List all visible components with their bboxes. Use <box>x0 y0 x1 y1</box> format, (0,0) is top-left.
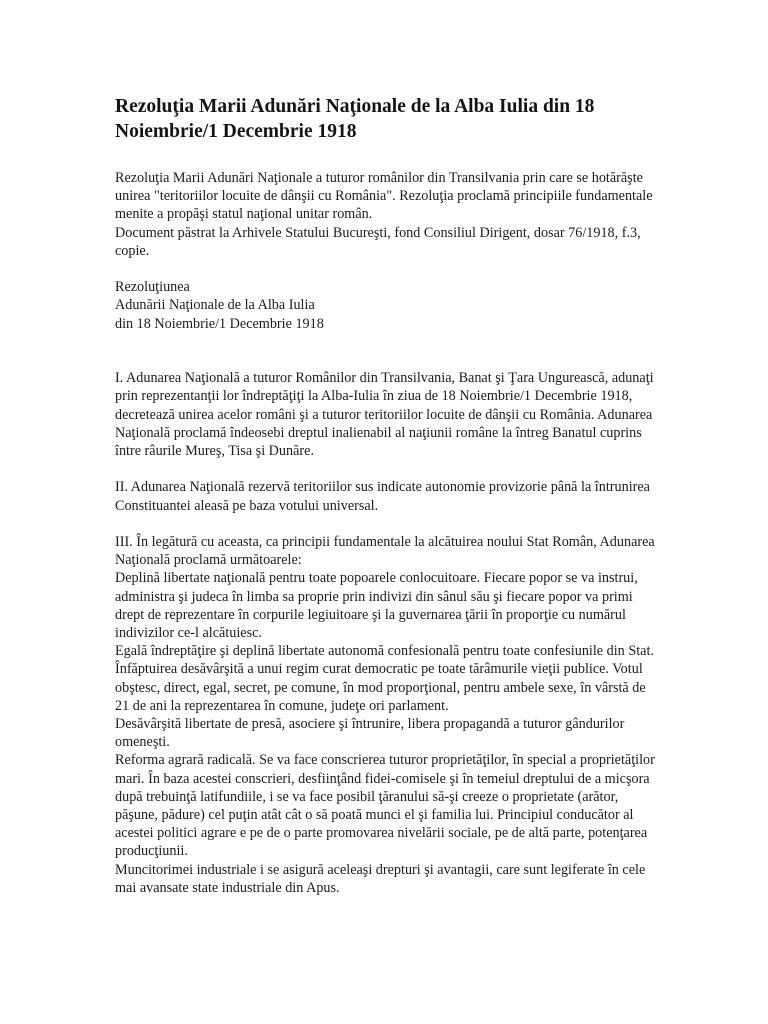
principle-item: Înfăptuirea desăvârşită a unui regim curat democratic pe toate tărâmurile vieţii publice. Votul obştesc, direct, egal, secret, pe comune, în mod proporţional, pentru ambele sexe, în vârstă de 21 de ani la reprezentarea în comune, judeţe ori parlament. <box>115 661 646 714</box>
section-3-intro: III. În legătură cu aceasta, ca principii fundamentale la alcătuirea noului Stat Român, Adunarea Naţională proclamă următoarele: <box>115 534 655 569</box>
heading-line: Adunării Naţionale de la Alba Iulia <box>115 297 315 314</box>
principle-item: Reforma agrară radicală. Se va face conscrierea tuturor proprietăţilor, în special a proprietăţilor mari. În baza acestei conscrieri, desfiinţând fidei-comisele şi în temeiul dreptului de a micşora după trebuinţă latifundiile, i se va face posibil ţăranului să-şi creeze o proprietate (arător, păşune, pădure) cel puţin atât cât o să poată munci el şi familia lui. Principiul conducător al acestei politici agrare e pe de o parte promovarea nivelării sociale, pe de altă parte, potenţarea producţiunii. <box>115 752 655 860</box>
document-title: Rezoluţia Marii Adunări Naţionale de la Alba Iulia din 18 Noiembrie/1 Decembrie 1918 <box>115 96 595 142</box>
section-3 <box>115 533 660 897</box>
section-1: I. Adunarea Naţională a tuturor Românilor din Transilvania, Banat şi Ţara Ungurească, adunaţi prin reprezentanţii lor îndreptăţiţi la Alba-Iulia în ziua de 18 Noiembrie/1 Decembrie 1918, decretează unirea acelor români şi a tuturor teritoriilor locuite de dânşii cu România. Adunarea Naţională proclamă îndeosebi dreptul inalienabil al naţiunii române la întreg Banatul cuprins între râurile Mureş, Tisa şi Dunăre. <box>115 370 654 460</box>
section-2: II. Adunarea Naţională rezervă teritoriilor sus indicate autonomie provizorie până la întrunirea Constituantei aleasă pe baza votului universal. <box>115 479 650 514</box>
intro-text: Rezoluţia Marii Adunări Naţionale a tuturor românilor din Transilvania prin care se hotărăşte unirea "teritoriilor locuite de dânşii cu România". Rezoluţia proclamă principiile fundamentale menite a propăşi statul naţional unitar român. <box>115 170 653 223</box>
resolution-heading <box>115 278 660 333</box>
principle-item: Deplină libertate naţională pentru toate popoarele conlocuitoare. Fiecare popor se va instrui, administra şi judeca în limba sa proprie prin indivizi din sânul său şi fiecare popor va primi drept de reprezentare în corpurile legiuitoare şi la guvernarea ţării în proporţie cu numărul indivizilor ce-l alcătuiesc. <box>115 570 638 642</box>
principle-item: Muncitorimei industriale i se asigură aceleaşi drepturi şi avantagii, care sunt legiferate în cele mai avansate state industriale din Apus. <box>115 861 646 896</box>
heading-line: Rezoluţiunea <box>115 279 190 296</box>
intro-paragraph <box>115 169 660 260</box>
heading-line: din 18 Noiembrie/1 Decembrie 1918 <box>115 315 324 332</box>
document-page <box>115 94 660 897</box>
archive-note: Document păstrat la Arhivele Statului Bucureşti, fond Consiliul Dirigent, dosar 76/1918, f.3, copie. <box>115 224 641 259</box>
principle-item: Egală îndreptăţire şi deplină libertate autonomă confesională pentru toate confesiunile din Stat. <box>115 643 654 660</box>
principle-item: Desăvârşită libertate de presă, asociere şi întrunire, libera propagandă a tuturor gândurilor omeneşti. <box>115 716 625 751</box>
